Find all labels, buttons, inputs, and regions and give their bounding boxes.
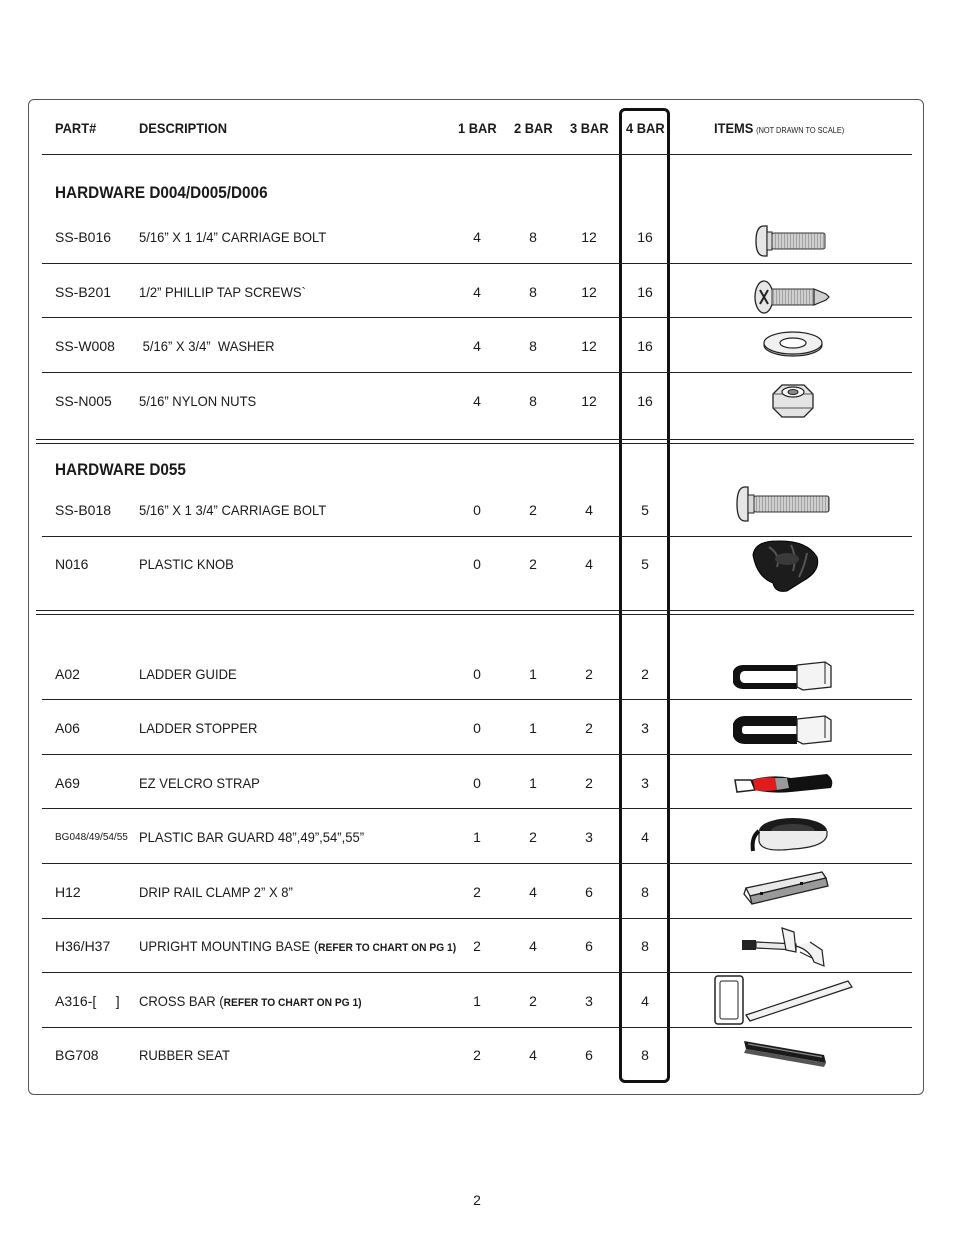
qty-4-bar: 8 bbox=[641, 884, 649, 900]
section-title-hardware-d004: HARDWARE D004/D005/D006 bbox=[55, 183, 268, 202]
part-description: DRIP RAIL CLAMP 2” X 8” bbox=[139, 884, 293, 900]
part-description-note: REFER TO CHART ON PG 1) bbox=[318, 942, 457, 954]
qty-4-bar: 8 bbox=[641, 1047, 649, 1063]
part-number: SS-B016 bbox=[55, 229, 112, 245]
part-description: 5/16” X 1 1/4” CARRIAGE BOLT bbox=[139, 229, 327, 245]
qty-1-bar: 4 bbox=[473, 284, 481, 300]
qty-3-bar: 6 bbox=[585, 1047, 593, 1063]
part-description: 1/2” PHILLIP TAP SCREWS` bbox=[139, 284, 306, 300]
part-description: LADDER STOPPER bbox=[139, 720, 258, 736]
plastic-knob-icon bbox=[747, 537, 823, 595]
tap-screw-icon bbox=[752, 278, 832, 316]
header-3-bar: 3 BAR bbox=[570, 120, 609, 136]
qty-3-bar: 4 bbox=[585, 502, 593, 518]
qty-4-bar: 3 bbox=[641, 720, 649, 736]
part-description: RUBBER SEAT bbox=[139, 1047, 230, 1063]
part-description: 5/16” X 3/4” WASHER bbox=[139, 338, 275, 354]
qty-1-bar: 0 bbox=[473, 556, 481, 572]
part-description-note: REFER TO CHART ON PG 1) bbox=[223, 997, 362, 1009]
header-items-label: ITEMS bbox=[714, 120, 754, 136]
row-divider bbox=[42, 754, 912, 755]
qty-1-bar: 0 bbox=[473, 666, 481, 682]
washer-icon bbox=[762, 331, 824, 357]
carriage-bolt-long-icon bbox=[735, 484, 831, 524]
qty-4-bar: 5 bbox=[641, 556, 649, 572]
qty-1-bar: 4 bbox=[473, 338, 481, 354]
part-number: A02 bbox=[55, 666, 80, 682]
ladder-guide-icon bbox=[733, 657, 837, 695]
qty-1-bar: 0 bbox=[473, 775, 481, 791]
qty-1-bar: 2 bbox=[473, 884, 481, 900]
part-description bbox=[139, 991, 362, 1013]
qty-4-bar: 5 bbox=[641, 502, 649, 518]
row-divider bbox=[42, 918, 912, 919]
rubber-seat-icon bbox=[740, 1035, 832, 1069]
page-number: 2 bbox=[473, 1192, 481, 1208]
qty-1-bar: 1 bbox=[473, 993, 481, 1009]
qty-2-bar: 2 bbox=[529, 829, 537, 845]
part-number: H36/H37 bbox=[55, 938, 111, 954]
qty-4-bar: 16 bbox=[637, 393, 653, 409]
part-description: LADDER GUIDE bbox=[139, 666, 237, 682]
row-divider bbox=[42, 263, 912, 264]
mounting-base-icon bbox=[738, 922, 832, 970]
qty-1-bar: 4 bbox=[473, 229, 481, 245]
part-number: SS-N005 bbox=[55, 393, 112, 409]
part-description: 5/16” X 1 3/4” CARRIAGE BOLT bbox=[139, 502, 327, 518]
qty-3-bar: 12 bbox=[581, 284, 597, 300]
qty-4-bar: 16 bbox=[637, 284, 653, 300]
row-divider bbox=[42, 1027, 912, 1028]
qty-4-bar: 4 bbox=[641, 829, 649, 845]
qty-2-bar: 8 bbox=[529, 284, 537, 300]
qty-2-bar: 8 bbox=[529, 229, 537, 245]
part-description: PLASTIC BAR GUARD 48”,49”,54”,55” bbox=[139, 829, 365, 845]
qty-4-bar: 16 bbox=[637, 229, 653, 245]
part-description bbox=[139, 936, 456, 958]
qty-3-bar: 2 bbox=[585, 666, 593, 682]
qty-3-bar: 2 bbox=[585, 720, 593, 736]
part-number: BG048/49/54/55 bbox=[55, 832, 128, 843]
part-number: A06 bbox=[55, 720, 80, 736]
header-2-bar: 2 BAR bbox=[514, 120, 553, 136]
row-divider bbox=[42, 808, 912, 809]
qty-2-bar: 8 bbox=[529, 393, 537, 409]
qty-3-bar: 12 bbox=[581, 393, 597, 409]
qty-3-bar: 2 bbox=[585, 775, 593, 791]
qty-2-bar: 8 bbox=[529, 338, 537, 354]
header-part: PART# bbox=[55, 120, 97, 136]
qty-2-bar: 2 bbox=[529, 556, 537, 572]
qty-2-bar: 4 bbox=[529, 938, 537, 954]
nylon-nut-icon bbox=[768, 380, 818, 422]
qty-4-bar: 4 bbox=[641, 993, 649, 1009]
qty-1-bar: 0 bbox=[473, 720, 481, 736]
part-description-text: UPRIGHT MOUNTING BASE ( bbox=[139, 938, 319, 954]
section-divider bbox=[36, 610, 914, 615]
header-description: DESCRIPTION bbox=[139, 120, 228, 136]
header-1-bar: 1 BAR bbox=[458, 120, 497, 136]
part-number: BG708 bbox=[55, 1047, 99, 1063]
qty-2-bar: 4 bbox=[529, 1047, 537, 1063]
row-divider bbox=[42, 863, 912, 864]
qty-1-bar: 0 bbox=[473, 502, 481, 518]
header-4-bar: 4 BAR bbox=[626, 120, 665, 136]
part-number: SS-B018 bbox=[55, 502, 112, 518]
qty-2-bar: 2 bbox=[529, 993, 537, 1009]
qty-4-bar: 2 bbox=[641, 666, 649, 682]
qty-1-bar: 2 bbox=[473, 1047, 481, 1063]
ladder-stopper-icon bbox=[733, 711, 837, 749]
part-description-text: CROSS BAR ( bbox=[139, 993, 224, 1009]
qty-4-bar: 3 bbox=[641, 775, 649, 791]
bar-guard-roll-icon bbox=[745, 813, 831, 857]
header-divider bbox=[42, 154, 912, 155]
carriage-bolt-short-icon bbox=[754, 222, 828, 260]
row-divider bbox=[42, 372, 912, 373]
qty-2-bar: 4 bbox=[529, 884, 537, 900]
part-description: PLASTIC KNOB bbox=[139, 556, 234, 572]
part-number: SS-W008 bbox=[55, 338, 115, 354]
part-number: A316-[ ] bbox=[55, 993, 120, 1009]
part-number: H12 bbox=[55, 884, 81, 900]
qty-3-bar: 12 bbox=[581, 229, 597, 245]
part-description: EZ VELCRO STRAP bbox=[139, 775, 260, 791]
section-title-hardware-d055: HARDWARE D055 bbox=[55, 460, 186, 479]
qty-3-bar: 6 bbox=[585, 884, 593, 900]
drip-rail-clamp-icon bbox=[742, 866, 832, 912]
qty-3-bar: 4 bbox=[585, 556, 593, 572]
qty-3-bar: 6 bbox=[585, 938, 593, 954]
velcro-strap-icon bbox=[731, 766, 837, 800]
part-number: N016 bbox=[55, 556, 89, 572]
qty-4-bar: 16 bbox=[637, 338, 653, 354]
qty-2-bar: 1 bbox=[529, 775, 537, 791]
qty-1-bar: 4 bbox=[473, 393, 481, 409]
part-description: 5/16” NYLON NUTS bbox=[139, 393, 257, 409]
qty-1-bar: 1 bbox=[473, 829, 481, 845]
qty-2-bar: 1 bbox=[529, 720, 537, 736]
qty-3-bar: 12 bbox=[581, 338, 597, 354]
section-divider bbox=[36, 439, 914, 444]
qty-1-bar: 2 bbox=[473, 938, 481, 954]
part-number: A69 bbox=[55, 775, 80, 791]
part-number: SS-B201 bbox=[55, 284, 112, 300]
qty-3-bar: 3 bbox=[585, 993, 593, 1009]
row-divider bbox=[42, 699, 912, 700]
qty-2-bar: 2 bbox=[529, 502, 537, 518]
qty-3-bar: 3 bbox=[585, 829, 593, 845]
header-items-note: (NOT DRAWN TO SCALE) bbox=[756, 126, 845, 135]
header-items bbox=[714, 120, 844, 136]
qty-4-bar: 8 bbox=[641, 938, 649, 954]
cross-bar-icon bbox=[712, 973, 856, 1027]
row-divider bbox=[42, 317, 912, 318]
qty-2-bar: 1 bbox=[529, 666, 537, 682]
